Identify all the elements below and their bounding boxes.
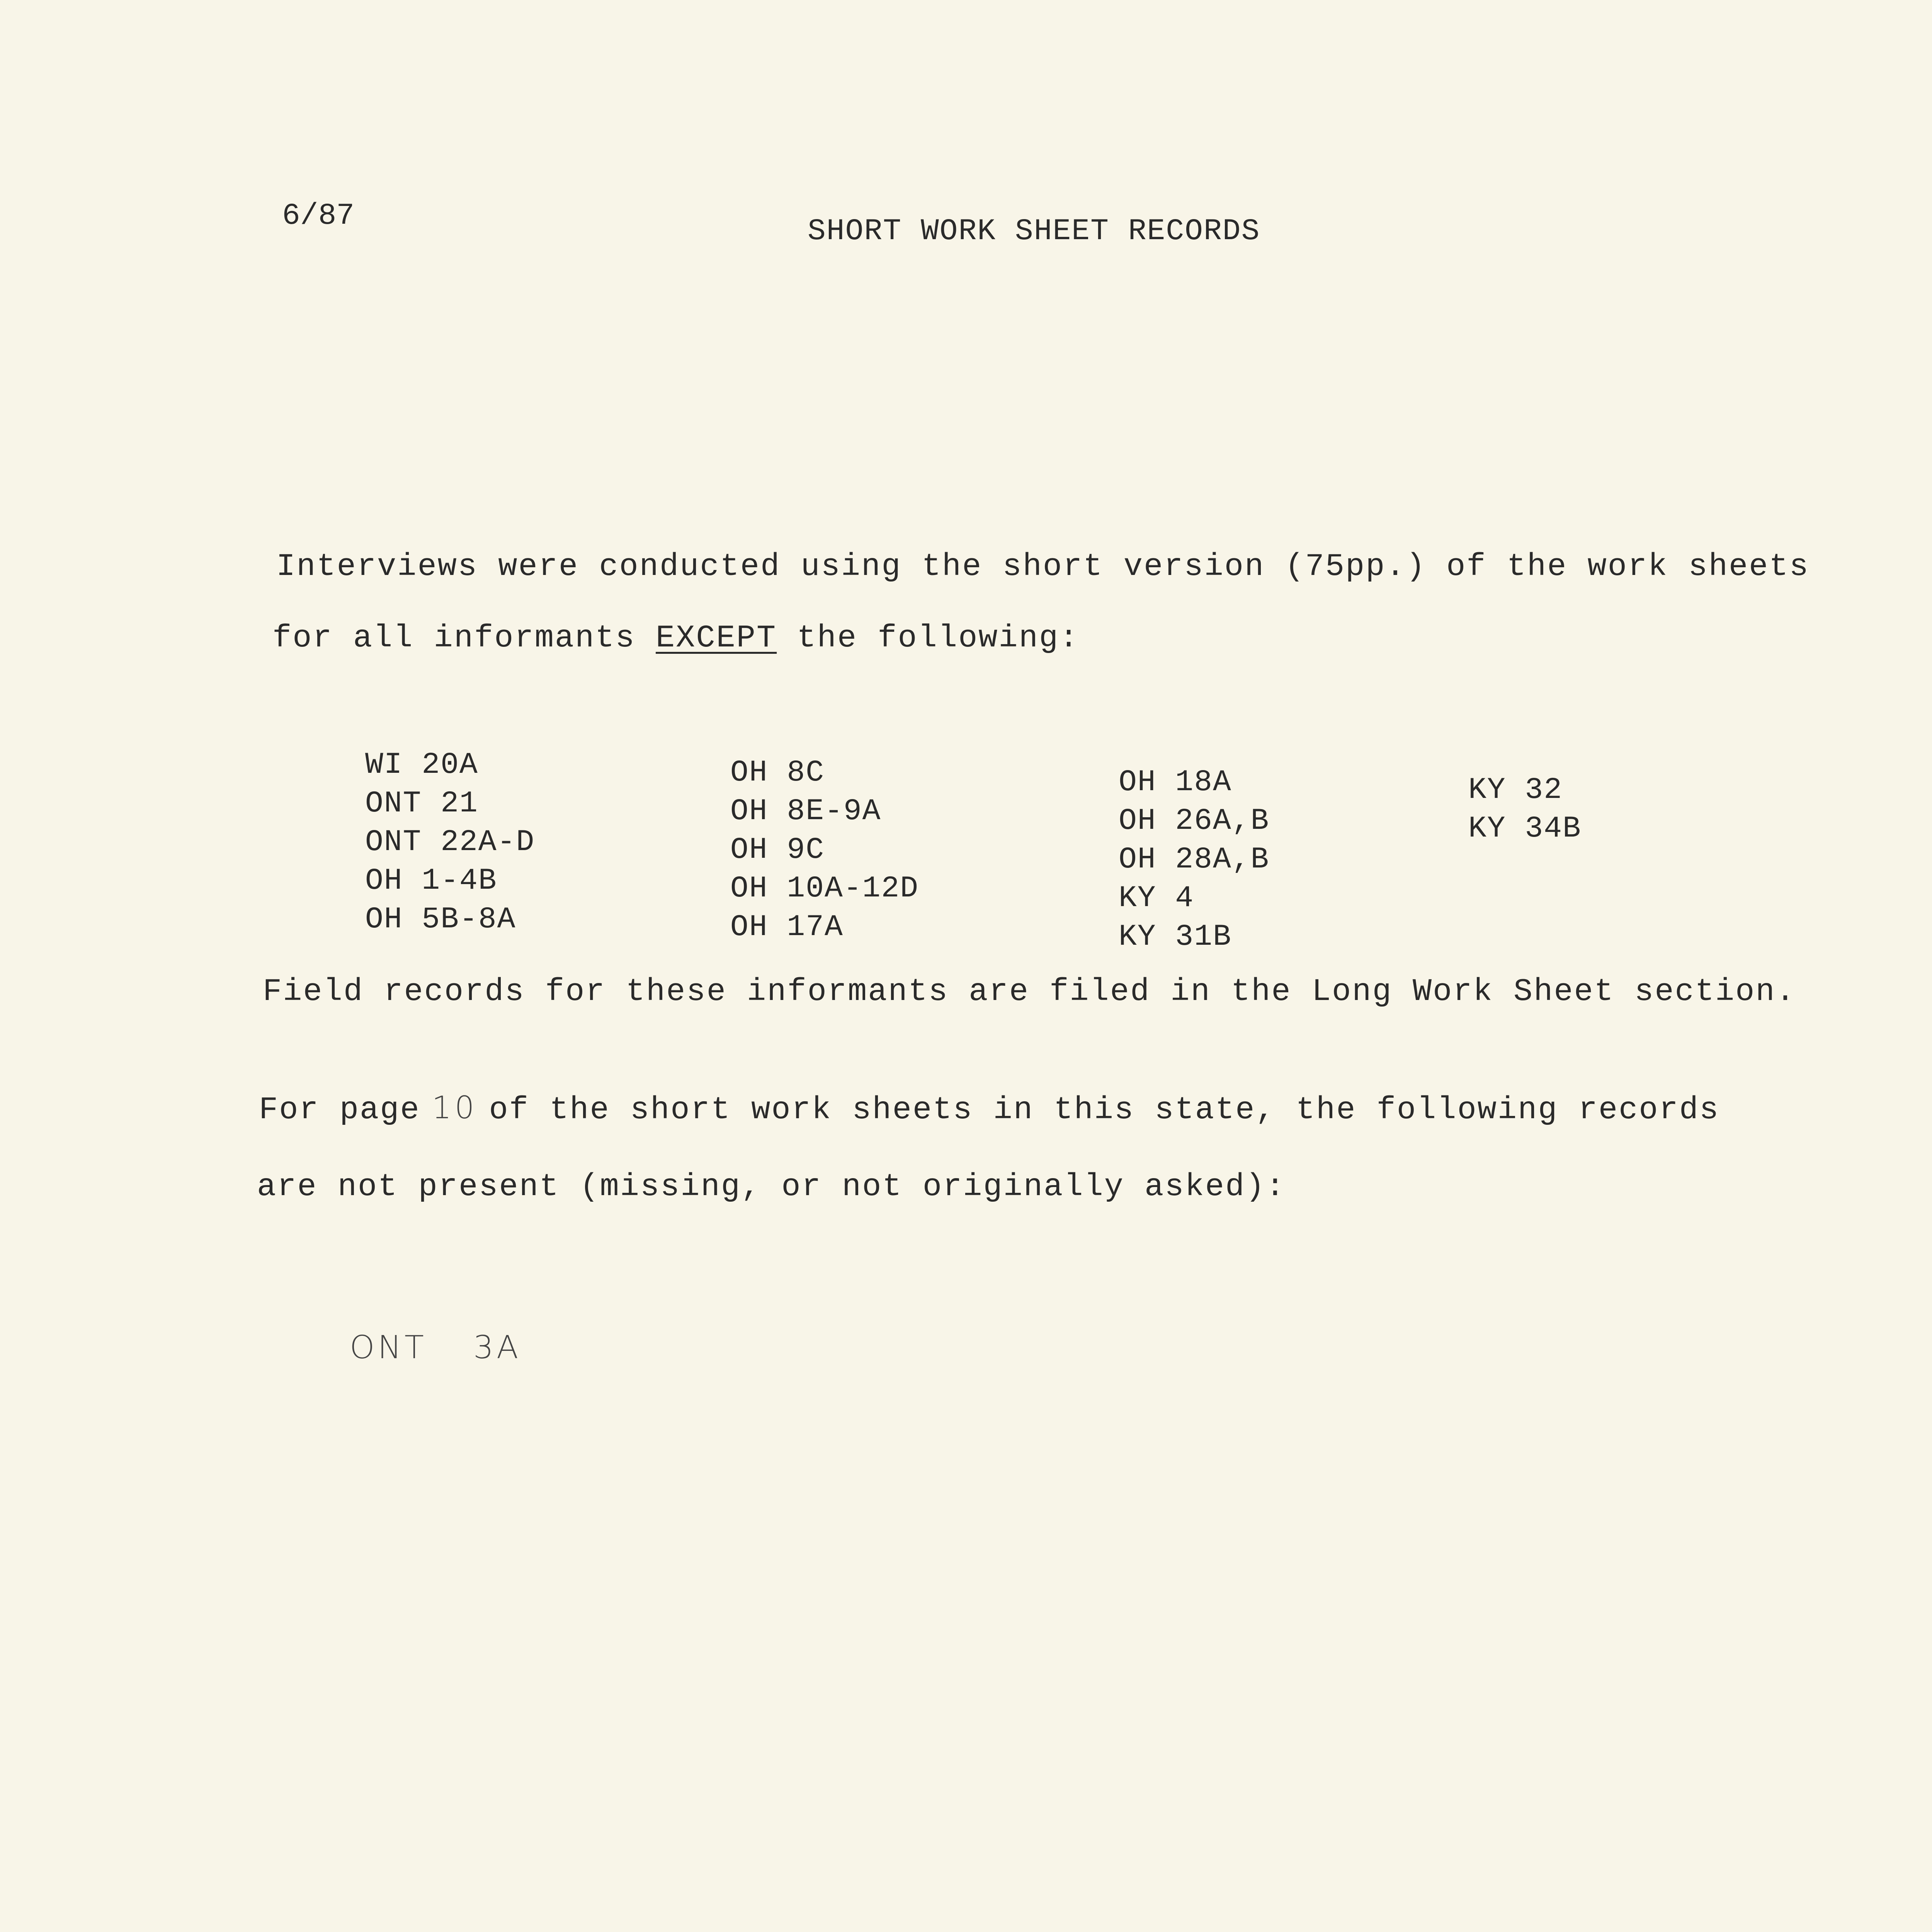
intro-line-2-prefix: for all informants — [272, 620, 656, 656]
exception-item: OH 9C — [730, 833, 825, 867]
exception-item: OH 8E-9A — [730, 794, 881, 828]
exception-item: OH 8C — [730, 756, 825, 790]
intro-line-1: Interviews were conducted using the short version (75pp.) of the work sheets — [276, 549, 1810, 585]
exception-column-4 — [1468, 771, 1582, 848]
exception-item: KY 34B — [1468, 812, 1582, 846]
field-records-note: Field records for these informants are filed in the Long Work Sheet section. — [263, 974, 1796, 1010]
exception-item: ONT 22A-D — [365, 825, 535, 859]
exception-item: ONT 21 — [365, 787, 478, 821]
exception-column-1 — [365, 746, 535, 939]
intro-line-2-suffix: the following: — [777, 620, 1080, 656]
exception-item: OH 10A-12D — [730, 872, 919, 906]
intro-line-2 — [272, 620, 1079, 656]
missing-prefix: For page — [259, 1092, 420, 1128]
exception-column-3 — [1119, 763, 1269, 956]
exception-item: KY 32 — [1468, 773, 1563, 807]
handwritten-page-number: 10 — [432, 1090, 478, 1126]
except-emphasis: EXCEPT — [655, 620, 777, 656]
document-title: SHORT WORK SHEET RECORDS — [808, 214, 1260, 248]
exception-item: OH 26A,B — [1119, 804, 1270, 838]
exception-item: OH 5B-8A — [365, 903, 516, 937]
exception-item: WI 20A — [365, 748, 478, 782]
exception-column-2 — [730, 753, 919, 947]
exception-item: OH 28A,B — [1119, 843, 1270, 877]
document-date: 6/87 — [282, 199, 355, 233]
handwritten-missing-record — [350, 1329, 521, 1366]
exception-item: OH 1-4B — [365, 864, 497, 898]
missing-record-state: ONT — [350, 1329, 427, 1366]
missing-intro-line-1 — [259, 1090, 1719, 1128]
exception-item: OH 17A — [730, 910, 844, 944]
missing-record-id: 3A — [473, 1329, 522, 1366]
missing-intro-line-2: are not present (missing, or not originally asked): — [257, 1169, 1286, 1205]
exception-item: KY 4 — [1119, 881, 1194, 915]
exception-item: KY 31B — [1119, 920, 1232, 954]
exception-item: OH 18A — [1119, 765, 1232, 799]
missing-suffix: of the short work sheets in this state, the following records — [489, 1092, 1720, 1128]
